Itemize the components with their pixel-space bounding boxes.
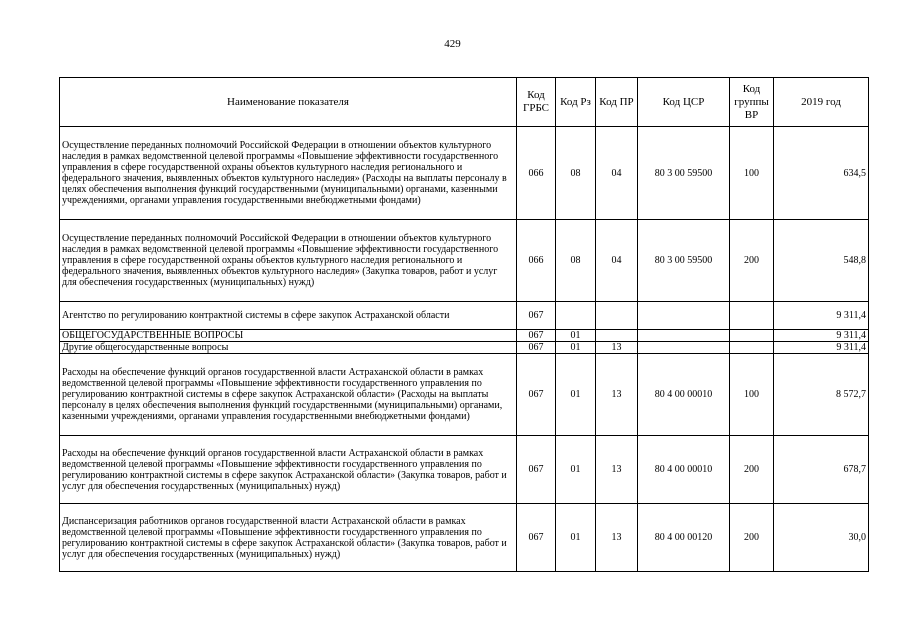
- cell-rz: 01: [556, 504, 596, 572]
- cell-name: Осуществление переданных полномочий Российской Федерации в отношении объектов культурного наследия в рамках ведомственной целевой программы «Повышение эффективности государственного управления в сфере государственной охраны объектов культурного наследия регионального и федерального значения, выявленных объектов культурного наследия» (Закупка товаров, работ и услуг для обеспечения государственных (муниципальных) нужд): [60, 220, 517, 302]
- header-name: Наименование показателя: [60, 78, 517, 127]
- table-row: [60, 127, 869, 220]
- cell-value: 548,8: [774, 220, 869, 302]
- table-row: [60, 342, 869, 354]
- cell-value: 30,0: [774, 504, 869, 572]
- cell-rz: 01: [556, 354, 596, 436]
- cell-name: Осуществление переданных полномочий Российской Федерации в отношении объектов культурного наследия в рамках ведомственной целевой программы «Повышение эффективности государственного управления в сфере государственной охраны объектов культурного наследия регионального и федерального значения, выявленных объектов культурного наследия» (Расходы на выплаты персоналу в целях обеспечения выполнения функций государственными (муниципальными) органами, казенными учреждениями, органами управления государственными внебюджетными фондами): [60, 127, 517, 220]
- cell-vr: 200: [730, 436, 774, 504]
- cell-rz: [556, 302, 596, 330]
- header-rz: Код Рз: [556, 78, 596, 127]
- cell-pr: [596, 330, 638, 342]
- cell-csr: 80 4 00 00010: [638, 436, 730, 504]
- cell-name: Расходы на обеспечение функций органов государственной власти Астраханской области в рамках ведомственной целевой программы «Повышение эффективности государственного управления по регулированию контрактной системы в сфере закупок Астраханской области» (Расходы на выплаты персоналу в целях обеспечения выполнения функций государственными (муниципальными) органами, казенными учреждениями, органами управления государственными внебюджетными фондами): [60, 354, 517, 436]
- budget-table: [59, 77, 869, 572]
- table-row: [60, 302, 869, 330]
- page-number: 429: [444, 38, 461, 50]
- cell-grbs: 067: [517, 302, 556, 330]
- cell-value: 8 572,7: [774, 354, 869, 436]
- header-pr: Код ПР: [596, 78, 638, 127]
- header-csr: Код ЦСР: [638, 78, 730, 127]
- cell-value: 9 311,4: [774, 342, 869, 354]
- header-year: 2019 год: [774, 78, 869, 127]
- cell-name: Другие общегосударственные вопросы: [60, 342, 517, 354]
- cell-vr: [730, 330, 774, 342]
- cell-rz: 08: [556, 220, 596, 302]
- cell-vr: 200: [730, 504, 774, 572]
- cell-value: 634,5: [774, 127, 869, 220]
- cell-csr: 80 3 00 59500: [638, 220, 730, 302]
- cell-value: 9 311,4: [774, 302, 869, 330]
- cell-value: 9 311,4: [774, 330, 869, 342]
- cell-rz: 08: [556, 127, 596, 220]
- cell-vr: 200: [730, 220, 774, 302]
- cell-pr: 04: [596, 127, 638, 220]
- table-row: [60, 354, 869, 436]
- table-row: [60, 504, 869, 572]
- cell-value: 678,7: [774, 436, 869, 504]
- cell-vr: 100: [730, 127, 774, 220]
- cell-grbs: 066: [517, 127, 556, 220]
- cell-csr: [638, 302, 730, 330]
- cell-pr: 13: [596, 354, 638, 436]
- cell-pr: 13: [596, 504, 638, 572]
- cell-csr: [638, 330, 730, 342]
- cell-name: ОБЩЕГОСУДАРСТВЕННЫЕ ВОПРОСЫ: [60, 330, 517, 342]
- cell-vr: 100: [730, 354, 774, 436]
- cell-pr: 13: [596, 436, 638, 504]
- header-grbs: Код ГРБС: [517, 78, 556, 127]
- cell-csr: 80 3 00 59500: [638, 127, 730, 220]
- cell-name: Диспансеризация работников органов государственной власти Астраханской области в рамках ведомственной целевой программы «Повышение эффективности государственного управления по регулированию контрактной системы в сфере закупок Астраханской области» (Закупка товаров, работ и услуг для обеспечения государственных (муниципальных) нужд): [60, 504, 517, 572]
- cell-grbs: 067: [517, 330, 556, 342]
- header-vr: Код группы ВР: [730, 78, 774, 127]
- cell-pr: 04: [596, 220, 638, 302]
- cell-csr: [638, 342, 730, 354]
- cell-pr: [596, 302, 638, 330]
- cell-grbs: 067: [517, 436, 556, 504]
- table-row: [60, 436, 869, 504]
- cell-grbs: 066: [517, 220, 556, 302]
- cell-grbs: 067: [517, 342, 556, 354]
- cell-vr: [730, 342, 774, 354]
- table-header-row: [60, 78, 869, 127]
- table-row: [60, 220, 869, 302]
- cell-pr: 13: [596, 342, 638, 354]
- cell-grbs: 067: [517, 354, 556, 436]
- cell-rz: 01: [556, 330, 596, 342]
- cell-rz: 01: [556, 342, 596, 354]
- cell-name: Агентство по регулированию контрактной системы в сфере закупок Астраханской области: [60, 302, 517, 330]
- cell-rz: 01: [556, 436, 596, 504]
- cell-name: Расходы на обеспечение функций органов государственной власти Астраханской области в рамках ведомственной целевой программы «Повышение эффективности государственного управления по регулированию контрактной системы в сфере закупок Астраханской области» (Закупка товаров, работ и услуг для обеспечения государственных (муниципальных) нужд): [60, 436, 517, 504]
- cell-grbs: 067: [517, 504, 556, 572]
- cell-csr: 80 4 00 00120: [638, 504, 730, 572]
- table-row: [60, 330, 869, 342]
- cell-csr: 80 4 00 00010: [638, 354, 730, 436]
- cell-vr: [730, 302, 774, 330]
